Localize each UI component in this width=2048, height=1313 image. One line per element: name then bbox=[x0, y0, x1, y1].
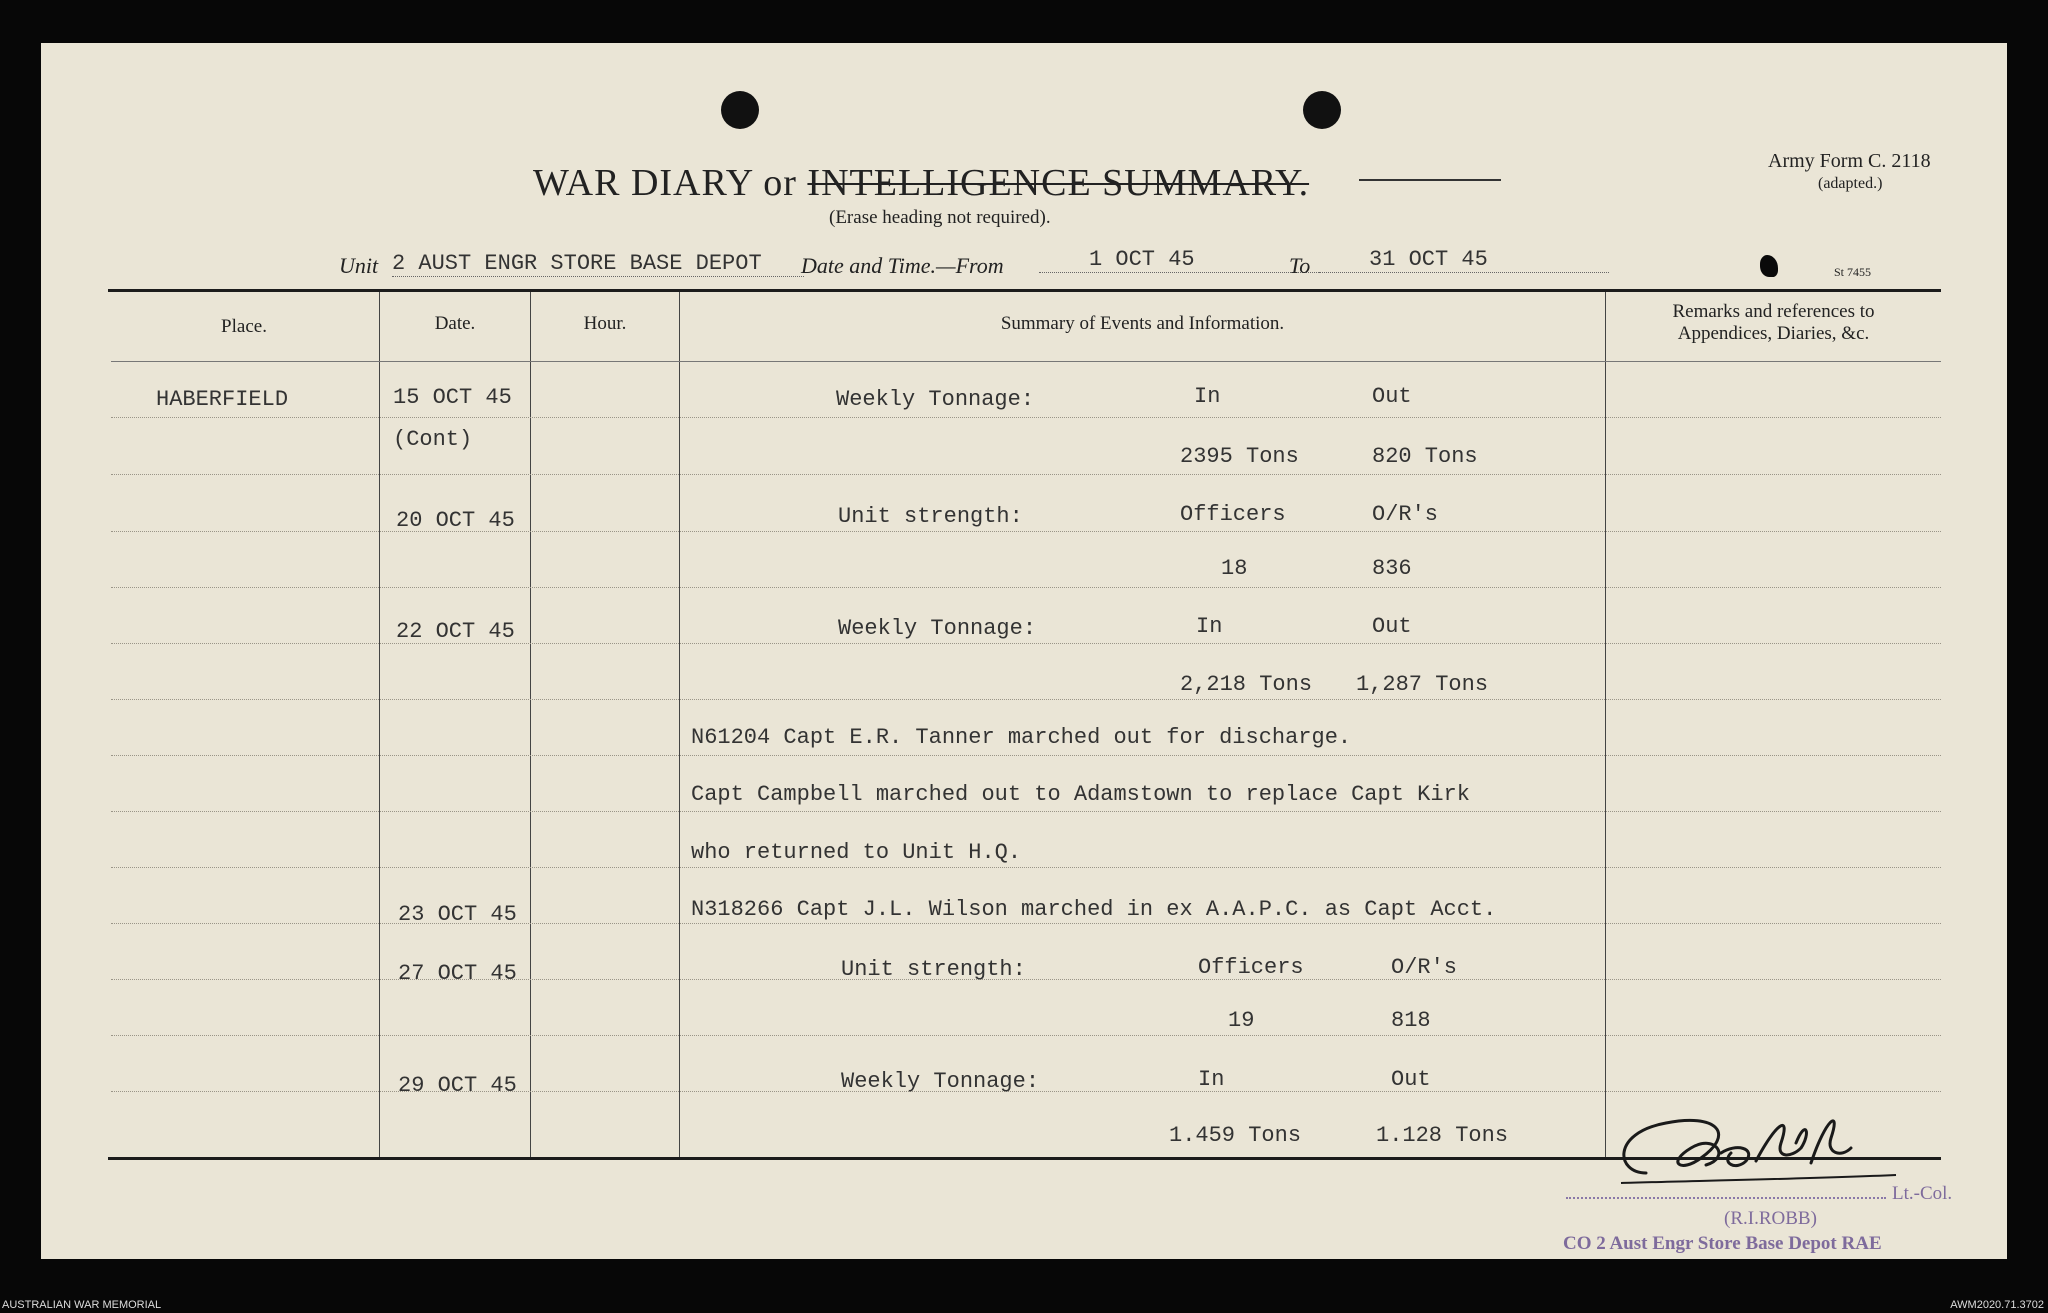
summary-label: Unit strength: bbox=[841, 957, 1026, 982]
summary-value: 1,287 Tons bbox=[1356, 672, 1489, 697]
summary-value: In bbox=[1196, 614, 1223, 639]
date-cell: 20 OCT 45 bbox=[396, 508, 515, 533]
column-header-date: Date. bbox=[434, 313, 476, 334]
diary-page bbox=[41, 43, 2007, 1259]
summary-value: 18 bbox=[1221, 556, 1248, 581]
column-header-remarks bbox=[1606, 301, 1941, 345]
summary-text: N318266 Capt J.L. Wilson marched in ex A.A.P.C. as Capt Acct. bbox=[691, 897, 1497, 922]
row-rule bbox=[111, 587, 1941, 588]
summary-text: who returned to Unit H.Q. bbox=[691, 840, 1022, 865]
unit-label: Unit bbox=[339, 253, 379, 278]
summary-value: In bbox=[1198, 1067, 1225, 1092]
form-id: Army Form C. 2118 bbox=[1768, 150, 1931, 172]
column-divider bbox=[1605, 292, 1606, 1157]
title-struck: INTELLIGENCE SUMMARY. bbox=[807, 162, 1310, 204]
signature-line bbox=[1566, 1197, 1886, 1199]
summary-value: 2,218 Tons bbox=[1180, 672, 1313, 697]
paper-tear bbox=[1760, 255, 1778, 277]
unit-value: 2 AUST ENGR STORE BASE DEPOT bbox=[392, 251, 804, 277]
signature-title: CO 2 Aust Engr Store Base Depot RAE bbox=[1563, 1233, 1882, 1254]
remarks-header-line1: Remarks and references to bbox=[1672, 301, 1875, 322]
summary-value: O/R's bbox=[1372, 502, 1439, 527]
column-header-place: Place. bbox=[221, 316, 267, 337]
summary-value: 1.459 Tons bbox=[1169, 1123, 1302, 1148]
date-cell: 29 OCT 45 bbox=[398, 1073, 517, 1098]
summary-value: Out bbox=[1391, 1067, 1431, 1092]
row-rule bbox=[111, 699, 1941, 700]
signature-rank: Lt.-Col. bbox=[1892, 1183, 1953, 1204]
summary-value: In bbox=[1194, 384, 1221, 409]
date-cell: 22 OCT 45 bbox=[396, 619, 515, 644]
summary-text: N61204 Capt E.R. Tanner marched out for discharge. bbox=[691, 725, 1352, 750]
column-divider bbox=[530, 292, 531, 1157]
header-rule bbox=[111, 361, 1941, 362]
summary-text: Capt Campbell marched out to Adamstown to replace Capt Kirk bbox=[691, 782, 1470, 807]
punch-hole bbox=[1303, 91, 1341, 129]
summary-value: Officers bbox=[1180, 502, 1286, 527]
summary-value: 818 bbox=[1391, 1008, 1431, 1033]
row-rule bbox=[111, 923, 1941, 924]
row-rule bbox=[111, 417, 1941, 418]
row-rule bbox=[111, 979, 1941, 980]
row-rule bbox=[111, 811, 1941, 812]
column-divider bbox=[379, 292, 380, 1157]
strike-extension bbox=[1359, 179, 1501, 181]
row-rule bbox=[111, 755, 1941, 756]
date-cell: 15 OCT 45 bbox=[393, 385, 512, 410]
title-main: WAR DIARY or bbox=[533, 162, 808, 204]
summary-value: Out bbox=[1372, 614, 1412, 639]
footer-credit: AUSTRALIAN WAR MEMORIAL bbox=[2, 1299, 162, 1311]
footer-id: AWM2020.71.3702 bbox=[1950, 1299, 2044, 1311]
date-cell: 27 OCT 45 bbox=[398, 961, 517, 986]
date-from: 1 OCT 45 bbox=[1039, 247, 1329, 273]
date-label: Date and Time.—From bbox=[801, 253, 1004, 278]
print-code: St 7455 bbox=[1834, 265, 1872, 279]
date-to: 31 OCT 45 bbox=[1319, 247, 1609, 273]
row-rule bbox=[111, 474, 1941, 475]
remarks-header-line2: Appendices, Diaries, &c. bbox=[1677, 323, 1870, 344]
table-top-rule bbox=[108, 289, 1941, 292]
summary-value: Out bbox=[1372, 384, 1412, 409]
summary-label: Weekly Tonnage: bbox=[838, 616, 1037, 641]
summary-value: 2395 Tons bbox=[1180, 444, 1299, 469]
column-header-summary: Summary of Events and Information. bbox=[1000, 313, 1285, 334]
erase-note: (Erase heading not required). bbox=[829, 207, 1051, 228]
summary-value: 820 Tons bbox=[1372, 444, 1478, 469]
summary-label: Weekly Tonnage: bbox=[841, 1069, 1040, 1094]
summary-label: Weekly Tonnage: bbox=[836, 387, 1035, 412]
summary-value: 1.128 Tons bbox=[1376, 1123, 1509, 1148]
handwritten-signature bbox=[1606, 1103, 1906, 1193]
summary-label: Unit strength: bbox=[838, 504, 1023, 529]
summary-value: 19 bbox=[1228, 1008, 1255, 1033]
summary-value: Officers bbox=[1198, 955, 1304, 980]
row-rule bbox=[111, 643, 1941, 644]
column-header-hour: Hour. bbox=[583, 313, 627, 334]
date-cell: 23 OCT 45 bbox=[398, 902, 517, 927]
summary-value: 836 bbox=[1372, 556, 1412, 581]
page-title bbox=[533, 161, 1309, 205]
form-note: (adapted.) bbox=[1818, 175, 1883, 192]
punch-hole bbox=[721, 91, 759, 129]
date-cell-cont: (Cont) bbox=[393, 427, 473, 452]
place-cell: HABERFIELD bbox=[156, 387, 289, 412]
column-divider bbox=[679, 292, 680, 1157]
row-rule bbox=[111, 1035, 1941, 1036]
signature-name: (R.I.ROBB) bbox=[1724, 1208, 1817, 1229]
to-label: To bbox=[1289, 253, 1311, 278]
summary-value: O/R's bbox=[1391, 955, 1458, 980]
row-rule bbox=[111, 867, 1941, 868]
row-rule bbox=[111, 531, 1941, 532]
